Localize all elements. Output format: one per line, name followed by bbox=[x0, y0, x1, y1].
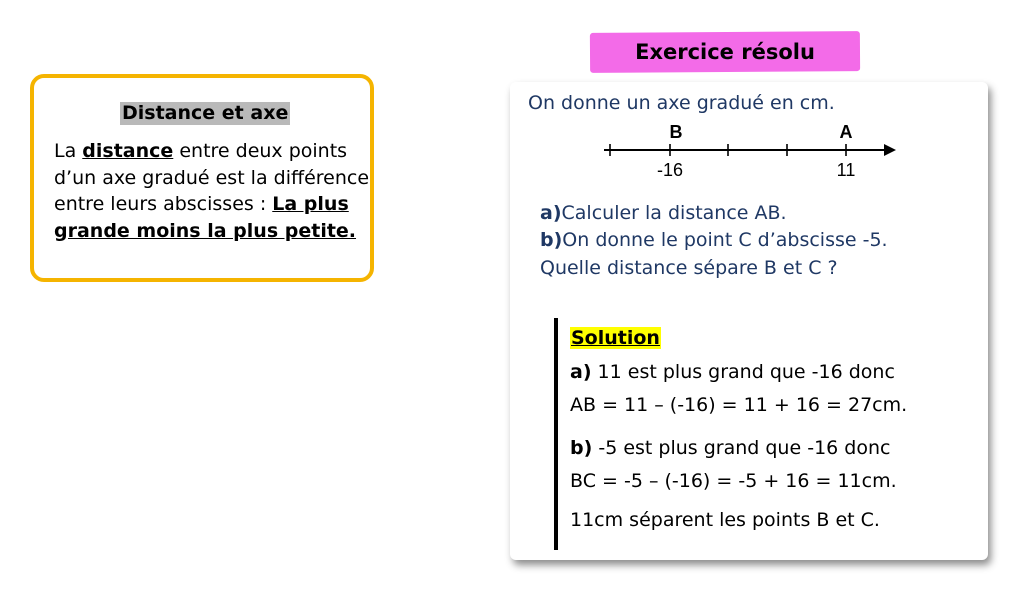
question-a-text: Calculer la distance AB. bbox=[561, 202, 787, 224]
question-b-line2: Quelle distance sépare B et C ? bbox=[540, 257, 838, 279]
definition-keyword: distance bbox=[82, 140, 174, 162]
tick-label-b: -16 bbox=[656, 160, 684, 180]
definition-text bbox=[54, 138, 372, 244]
axis-arrow-icon bbox=[884, 144, 896, 156]
question-a bbox=[540, 202, 787, 224]
definition-title: Distance et axe bbox=[122, 102, 289, 124]
number-line bbox=[590, 122, 910, 184]
exercise-card bbox=[510, 82, 988, 560]
exercise-intro: On donne un axe gradué en cm. bbox=[528, 92, 835, 114]
solution-a-text: 11 est plus grand que -16 donc bbox=[591, 361, 895, 383]
solution-block bbox=[554, 318, 974, 550]
definition-box bbox=[30, 74, 374, 282]
solution-a-label: a) bbox=[570, 361, 592, 383]
point-a-label: A bbox=[839, 122, 853, 142]
solution-a-line2: AB = 11 – (-16) = 11 + 16 = 27cm. bbox=[570, 394, 908, 416]
solution-double-bar bbox=[554, 318, 558, 550]
question-b-label: b) bbox=[540, 229, 563, 251]
question-a-label: a) bbox=[540, 202, 562, 224]
solution-b-line2: BC = -5 – (-16) = -5 + 16 = 11cm. bbox=[570, 470, 897, 492]
exercise-title: Exercice résolu bbox=[635, 40, 815, 64]
definition-text-middle: entre deux points d’un axe gradué est la différence entre leurs abscisses : bbox=[54, 140, 370, 215]
tick-label-a: 11 bbox=[836, 160, 856, 180]
question-b-text: On donne le point C d’abscisse -5. bbox=[562, 229, 888, 251]
definition-text-start: La bbox=[54, 140, 83, 162]
question-b bbox=[540, 229, 888, 251]
solution-b-label: b) bbox=[570, 437, 593, 459]
solution-heading-line bbox=[570, 326, 661, 350]
solution-a-line1 bbox=[570, 360, 895, 384]
solution-heading: Solution bbox=[571, 327, 660, 349]
solution-conclusion: 11cm séparent les points B et C. bbox=[570, 509, 880, 531]
definition-rule: La plus grande moins la plus petite. bbox=[54, 193, 357, 242]
solution-b-line1 bbox=[570, 436, 890, 460]
point-b-label: B bbox=[669, 122, 683, 142]
solution-b-text: -5 est plus grand que -16 donc bbox=[592, 437, 891, 459]
